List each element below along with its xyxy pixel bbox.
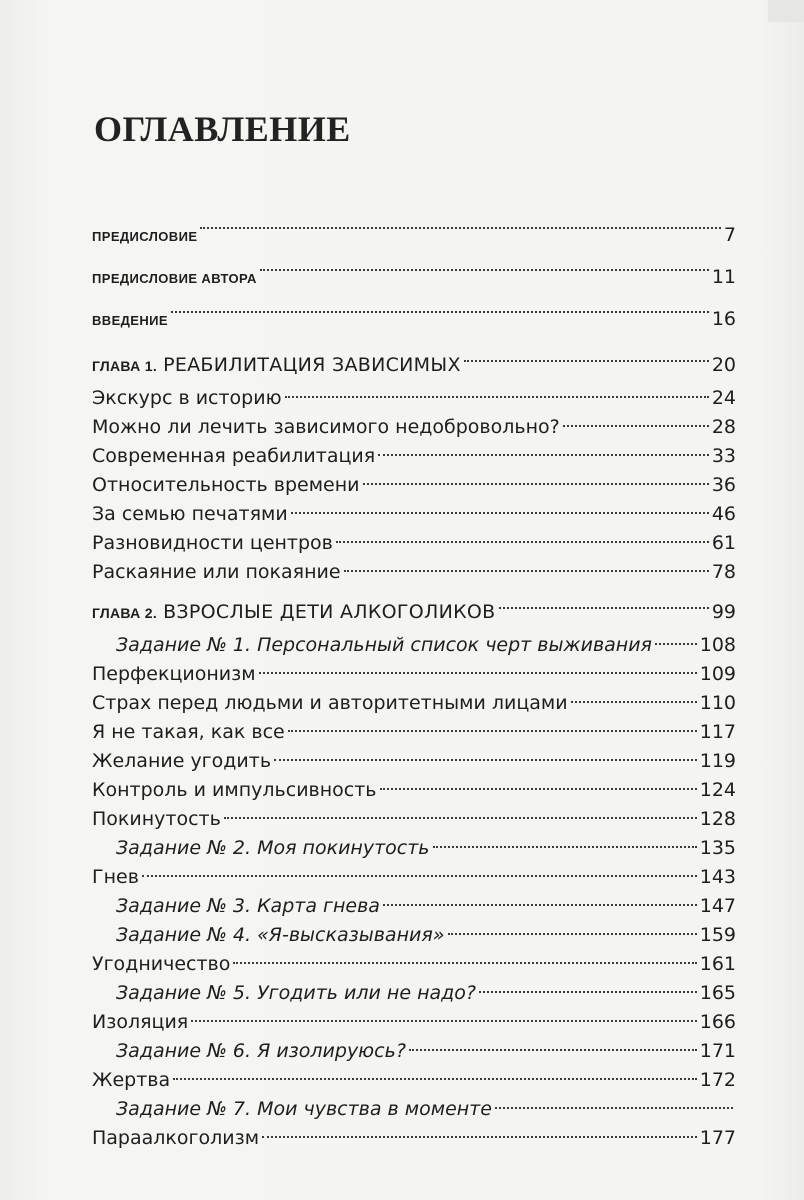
toc-entry-label: Задание № 7. Мои чувства в моменте	[116, 1098, 492, 1120]
toc-entry-label: Парaалкоголизм	[92, 1127, 260, 1149]
dot-leader	[288, 730, 697, 732]
toc-task-entry	[92, 921, 736, 950]
toc-page-number: 159	[699, 924, 736, 946]
dot-leader	[274, 759, 697, 761]
toc-entry-label: Задание № 1. Персональный список черт выживания	[116, 634, 652, 656]
chapter-title: ВЗРОСЛЫЕ ДЕТИ АЛКОГОЛИКОВ	[163, 601, 496, 623]
toc-page-number: 78	[711, 561, 736, 583]
dot-leader	[380, 788, 697, 790]
toc-page-number: 24	[711, 387, 736, 409]
toc-task-entry	[92, 631, 736, 660]
toc-page-number: 46	[711, 503, 736, 525]
toc-entry-label: Раскаяние или покаяние	[92, 561, 341, 583]
toc-entry-label: Жертва	[92, 1069, 171, 1091]
dot-leader	[291, 512, 709, 514]
toc-entry-introduction	[92, 298, 736, 340]
chapter-number: ГЛАВА 2.	[92, 605, 158, 621]
chapter-heading	[92, 593, 496, 632]
toc-task-entry	[92, 979, 736, 1008]
toc-page-number: 161	[699, 953, 736, 975]
toc-entry	[92, 950, 736, 979]
dot-leader	[433, 846, 697, 848]
toc-page-number: 135	[699, 837, 736, 859]
dot-leader	[383, 904, 697, 906]
toc-page-number: 36	[711, 474, 736, 496]
chapter-heading	[92, 346, 461, 385]
toc-page-number: 11	[711, 266, 736, 288]
toc-page-number: 172	[699, 1069, 736, 1091]
toc-entry	[92, 529, 736, 558]
toc-task-entry	[92, 834, 736, 863]
dot-leader	[259, 672, 697, 674]
toc-page-number: 124	[699, 779, 736, 801]
toc-entry-label: Гнев	[92, 866, 139, 888]
dot-leader	[142, 875, 697, 877]
toc-entry-label: Я не такая, как все	[92, 721, 285, 743]
toc-entry	[92, 660, 736, 689]
toc-entry	[92, 558, 736, 587]
dot-leader	[260, 269, 709, 271]
toc-page-number: 7	[723, 224, 736, 246]
toc-entry-label: Задание № 4. «Я-высказывания»	[116, 924, 445, 946]
toc-page-number: 110	[699, 692, 736, 714]
toc-entry	[92, 747, 736, 776]
toc-entry	[92, 1066, 736, 1095]
dot-leader	[563, 425, 709, 427]
toc-page-number: 119	[699, 750, 736, 772]
toc-chapter-1	[92, 346, 736, 384]
toc-entry-label: Страх перед людьми и авторитетными лицами	[92, 692, 568, 714]
toc-page-number: 28	[711, 416, 736, 438]
toc-page-number: 171	[699, 1040, 736, 1062]
table-of-contents	[92, 214, 736, 1153]
dot-leader	[378, 454, 709, 456]
toc-entry-label: Задание № 5. Угодить или не надо?	[116, 982, 476, 1004]
dot-leader	[233, 962, 696, 964]
toc-entry-label: Перфекционизм	[92, 663, 256, 685]
toc-entry-label: ВВЕДЕНИЕ	[92, 313, 168, 328]
toc-entry-label: Относительность времени	[92, 474, 360, 496]
toc-entry-label: ПРЕДИСЛОВИЕ	[92, 229, 198, 244]
toc-entry-label: Разновидности центров	[92, 532, 333, 554]
dot-leader	[173, 1078, 697, 1080]
toc-entry-label: За семью печатями	[92, 503, 288, 525]
dot-leader	[655, 643, 697, 645]
dot-leader	[200, 227, 721, 229]
page-title: ОГЛАВЛЕНИЕ	[94, 109, 351, 149]
toc-entry-label: Желание угодить	[92, 750, 272, 772]
toc-task-entry	[92, 892, 736, 921]
toc-entry-label: Задание № 6. Я изолируюсь?	[116, 1040, 406, 1062]
dot-leader	[285, 396, 709, 398]
toc-page-number: 177	[699, 1127, 736, 1149]
toc-entry	[92, 776, 736, 805]
toc-task-entry	[92, 1095, 736, 1124]
toc-page-number: 128	[699, 808, 736, 830]
toc-page-number: 143	[699, 866, 736, 888]
toc-entry-label: Покинутость	[92, 808, 221, 830]
dot-leader	[191, 1020, 697, 1022]
dot-leader	[363, 483, 709, 485]
toc-page-number: 61	[711, 532, 736, 554]
toc-task-entry	[92, 1037, 736, 1066]
dot-leader	[571, 701, 697, 703]
dot-leader	[344, 570, 709, 572]
dot-leader	[336, 541, 709, 543]
dot-leader	[499, 607, 709, 609]
toc-entry-label: ПРЕДИСЛОВИЕ АВТОРА	[92, 271, 257, 286]
dot-leader	[464, 360, 709, 362]
page-corner	[768, 0, 804, 22]
toc-entry-label: Задание № 2. Моя покинутость	[116, 837, 430, 859]
toc-page-number: 109	[699, 663, 736, 685]
toc-entry	[92, 413, 736, 442]
dot-leader	[479, 991, 697, 993]
dot-leader	[495, 1107, 733, 1109]
chapter-number: ГЛАВА 1.	[92, 358, 158, 374]
toc-page-number: 20	[711, 354, 736, 376]
toc-chapter-2	[92, 593, 736, 631]
toc-entry	[92, 689, 736, 718]
toc-entry-author-preface	[92, 256, 736, 298]
toc-entry-label: Изоляция	[92, 1011, 189, 1033]
toc-page-number: 108	[699, 634, 736, 656]
toc-entry	[92, 500, 736, 529]
toc-entry-label: Можно ли лечить зависимого недобровольно?	[92, 416, 560, 438]
toc-page-number: 147	[699, 895, 736, 917]
toc-entry	[92, 718, 736, 747]
dot-leader	[448, 933, 697, 935]
toc-entry	[92, 1008, 736, 1037]
toc-entry	[92, 863, 736, 892]
dot-leader	[224, 817, 697, 819]
toc-entry	[92, 805, 736, 834]
chapter-title: РЕАБИЛИТАЦИЯ ЗАВИСИМЫХ	[163, 354, 461, 376]
toc-entry-label: Задание № 3. Карта гнева	[116, 895, 380, 917]
toc-entry-label: Угодничество	[92, 953, 231, 975]
toc-page-number: 165	[699, 982, 736, 1004]
dot-leader	[171, 311, 709, 313]
toc-entry	[92, 471, 736, 500]
toc-entry-label: Контроль и импульсивность	[92, 779, 377, 801]
dot-leader	[262, 1136, 697, 1138]
dot-leader	[409, 1049, 697, 1051]
toc-entry	[92, 1124, 736, 1153]
toc-entry	[92, 442, 736, 471]
toc-page-number: 99	[711, 601, 736, 623]
toc-page-number: 33	[711, 445, 736, 467]
toc-entry-label: Экскурс в историю	[92, 387, 282, 409]
toc-entry	[92, 384, 736, 413]
toc-entry-label: Современная реабилитация	[92, 445, 376, 467]
toc-entry-preface	[92, 214, 736, 256]
toc-page-number: 166	[699, 1011, 736, 1033]
toc-page-number: 16	[711, 308, 736, 330]
toc-page-number: 117	[699, 721, 736, 743]
